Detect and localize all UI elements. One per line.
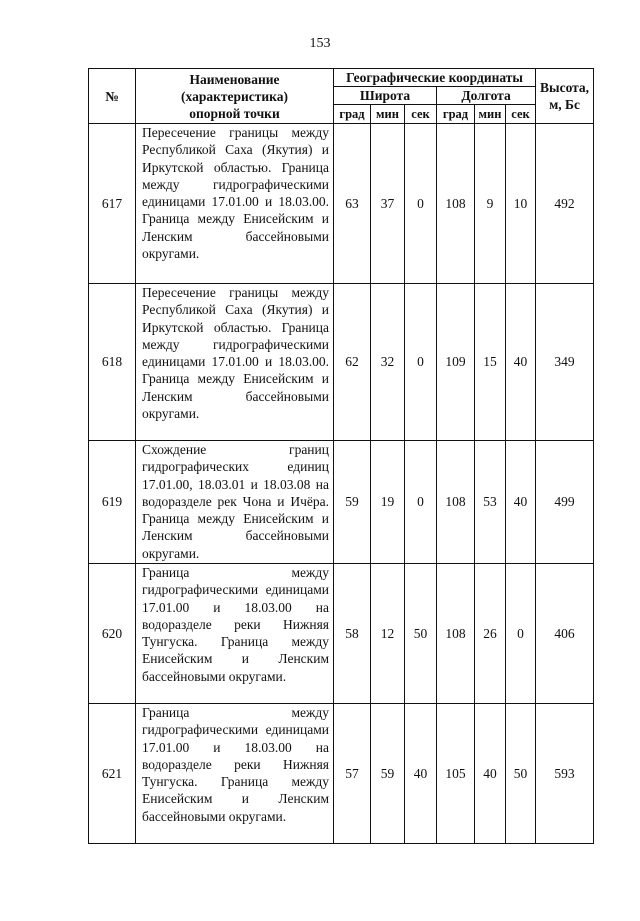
coordinates-table (88, 68, 594, 844)
header-lon-sec: сек (506, 105, 536, 124)
table-row (89, 441, 594, 564)
header-height-line2: м, Бс (549, 97, 580, 112)
lon-deg: 108 (437, 124, 475, 284)
lon-sec: 40 (506, 284, 536, 441)
lon-deg: 109 (437, 284, 475, 441)
row-number: 620 (89, 564, 136, 704)
header-height (536, 69, 594, 124)
height-value: 349 (536, 284, 594, 441)
header-lat-min: мин (371, 105, 405, 124)
lon-deg: 108 (437, 564, 475, 704)
lat-sec: 0 (405, 124, 437, 284)
row-number: 618 (89, 284, 136, 441)
lat-min: 37 (371, 124, 405, 284)
lat-min: 32 (371, 284, 405, 441)
header-lat-deg: град (334, 105, 371, 124)
lat-sec: 0 (405, 284, 437, 441)
point-description: Граница между гидрографическими единицами 17.01.00 и 18.03.00 на водоразделе реки Нижняя Тунгуска. Граница между Енисейским и Ленским бассейновыми округами. (136, 564, 334, 704)
lat-sec: 50 (405, 564, 437, 704)
point-description: Пересечение границы между Республикой Саха (Якутия) и Иркутской областью. Граница между гидрографическими единицами 17.01.00 и 18.03.00. Граница между Енисейским и Ленским бассейновыми округами. (136, 124, 334, 284)
lat-deg: 59 (334, 441, 371, 564)
table-row (89, 704, 594, 844)
lon-min: 40 (475, 704, 506, 844)
header-name (136, 69, 334, 124)
height-value: 499 (536, 441, 594, 564)
lon-sec: 40 (506, 441, 536, 564)
lat-min: 59 (371, 704, 405, 844)
lat-deg: 63 (334, 124, 371, 284)
lon-min: 9 (475, 124, 506, 284)
lon-min: 53 (475, 441, 506, 564)
lon-deg: 108 (437, 441, 475, 564)
header-lat-sec: сек (405, 105, 437, 124)
lon-sec: 10 (506, 124, 536, 284)
height-value: 593 (536, 704, 594, 844)
header-name-line1: Наименование (189, 71, 280, 87)
lat-min: 19 (371, 441, 405, 564)
header-height-line1: Высота, (540, 80, 590, 95)
row-number: 619 (89, 441, 136, 564)
lat-sec: 0 (405, 441, 437, 564)
lat-deg: 57 (334, 704, 371, 844)
header-latitude: Широта (334, 87, 437, 105)
lon-min: 26 (475, 564, 506, 704)
lat-deg: 62 (334, 284, 371, 441)
table-row (89, 284, 594, 441)
row-number: 621 (89, 704, 136, 844)
header-lon-min: мин (475, 105, 506, 124)
page-number: 153 (309, 36, 331, 51)
height-value: 406 (536, 564, 594, 704)
point-description: Схождение границ гидрографических единиц 17.01.00, 18.03.01 и 18.03.08 на водоразделе рек Чона и Ичёра. Граница между Енисейским и Ленским бассейновыми округами. (136, 441, 334, 564)
height-value: 492 (536, 124, 594, 284)
header-name-line2: (характеристика) (181, 88, 288, 104)
header-number: № (89, 69, 136, 124)
table-row (89, 564, 594, 704)
lon-sec: 0 (506, 564, 536, 704)
table-row (89, 124, 594, 284)
header-name-line3: опорной точки (189, 105, 280, 121)
row-number: 617 (89, 124, 136, 284)
lat-min: 12 (371, 564, 405, 704)
lon-min: 15 (475, 284, 506, 441)
point-description: Пересечение границы между Республикой Саха (Якутия) и Иркутской областью. Граница между гидрографическими единицами 17.01.00 и 18.03.00. Граница между Енисейским и Ленским бассейновыми округами. (136, 284, 334, 441)
lon-deg: 105 (437, 704, 475, 844)
lon-sec: 50 (506, 704, 536, 844)
header-lon-deg: град (437, 105, 475, 124)
header-longitude: Долгота (437, 87, 536, 105)
header-geo-coordinates: Географические координаты (334, 69, 536, 87)
point-description: Граница между гидрографическими единицами 17.01.00 и 18.03.00 на водоразделе реки Нижняя Тунгуска. Граница между Енисейским и Ленским бассейновыми округами. (136, 704, 334, 844)
lat-deg: 58 (334, 564, 371, 704)
lat-sec: 40 (405, 704, 437, 844)
